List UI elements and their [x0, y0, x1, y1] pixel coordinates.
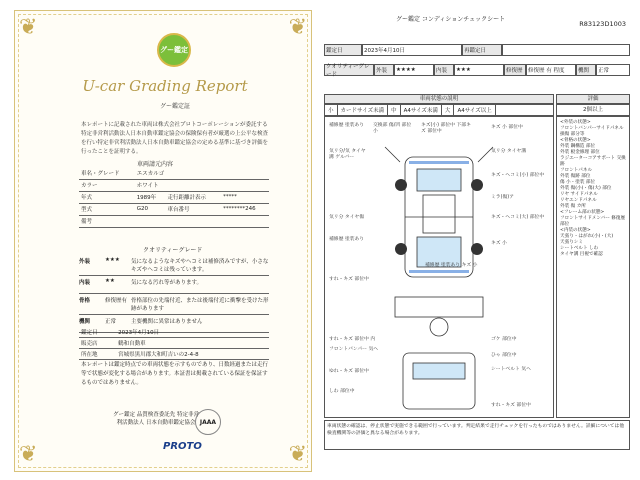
logo-text: グー鑑定: [160, 46, 188, 54]
repair-label: 修復歴: [506, 68, 523, 74]
intro-text: 本レポートに記載された車両は株式会社プロトコーポレーションが委託する特定非営利活動法人日本自動車鑑定協会の保険保有者が厳選の上公平な検査を行い特定非営利活動法人日本自動車鑑定協会の定める基準に基づき評価を行ったことを証明する。: [81, 122, 269, 155]
engine-value: 正常: [598, 68, 610, 74]
color-value: ホワイト: [135, 179, 269, 191]
grade-label: 内装: [79, 280, 91, 286]
cert-title: グー鑑定証: [159, 103, 190, 110]
store-value: 鶴和自動車: [116, 338, 269, 349]
legend-item: リヤ サイドパネル: [560, 192, 598, 197]
tag-3: キズ(小) 部位中 下部キズ 部位中: [421, 123, 471, 134]
tag-1: 補修歴 塗装あり: [329, 123, 365, 128]
legend-item: フロントパネル: [560, 168, 593, 173]
legend-item: リヤエンドパネル: [560, 198, 597, 203]
reinspect-label: 再鑑定日: [464, 48, 487, 54]
legend-item: フロントバンパーサイドパネル 損傷 部分等: [560, 126, 624, 137]
size-medium: 中: [388, 105, 401, 115]
grade-desc: 骨格部位の先端付近、または後端付近に衝撃を受けた形跡があります: [131, 298, 269, 312]
info-table: [79, 327, 269, 360]
date-label: 鑑定日: [79, 327, 116, 338]
grading-certificate: [14, 10, 312, 472]
legend-item: <骨格の状態>: [560, 138, 591, 143]
size-large: 大: [442, 105, 455, 115]
maker-value: エスカルゴ: [135, 167, 269, 179]
grade-desc: 主要機関に異常はありません: [131, 319, 203, 325]
size-large-desc: A4サイズ以上: [454, 105, 495, 115]
legend-item: 外装 鋼構造 部位: [560, 144, 596, 149]
grade-row: [79, 294, 269, 315]
disclaimer-note: 本レポートは鑑定時点での車両状態を示すものであり、日数経過または走行等で状態が変化する場合があります。本証書は掲載されている保証を保証するものではありません。: [81, 362, 269, 386]
legend-item: 傷 小・塗装 部位: [560, 180, 596, 185]
interior-label: 内装: [436, 68, 448, 74]
proto-logo: PROTO: [163, 441, 202, 452]
tag-2: 交換部 傷/凹 部位小: [373, 123, 412, 134]
tag-10: キズ・ヘコミ(大) 部位中: [491, 215, 545, 220]
grade-row: [79, 255, 269, 276]
footer-disclaimer: 車両状態の確認は、停止状態で実施できる範囲で行っています。判定結果で走行チェックを行ったものではありません。詳細については他検査機関等の評価と異なる場合があります。: [324, 420, 630, 450]
model-label: 型式: [79, 203, 135, 215]
repair-value: 修復歴 有 程度: [528, 68, 565, 74]
legend-item: 外装 傷 カ所: [560, 204, 586, 209]
ornament-icon: ❦: [19, 15, 38, 40]
grade-stars: ★★: [105, 278, 115, 284]
mileage-label: 走行距離計表示: [165, 191, 221, 203]
size-small-desc: カードサイズ未満: [338, 105, 389, 115]
legend-item: ラジエーターコアサポート 交換跡: [560, 156, 626, 167]
legend-item: 外装 傷跡 部位: [560, 174, 591, 179]
vehicle-table: [79, 167, 269, 228]
legend-item: 天張り・はがれ(小)・(大): [560, 234, 614, 239]
grade-desc: 気になる汚れ等があります。: [131, 280, 203, 286]
engine-label: 機関: [578, 68, 590, 74]
grade-sub-label: 評価: [556, 94, 630, 104]
tag-11: 補修歴 塗装あり: [329, 237, 365, 242]
legend-item: <内装の状態>: [560, 228, 591, 233]
legend-item: <フレーム部の状態>: [560, 210, 605, 215]
size-medium-desc: A4サイズ未満: [401, 105, 442, 115]
size-small: 小: [325, 105, 338, 115]
maker-label: 車名・グレード: [79, 167, 135, 179]
tag-16: フロントバンパー 気ヘ: [329, 347, 379, 352]
quality-grade-label: クオリティーグレード: [326, 64, 370, 78]
address-value: 宮城県黒川郡大和町吉いの2-4-8: [116, 349, 269, 360]
tag-13: 補修歴 塗装あり キズ 小: [425, 263, 478, 268]
tag-14: すれ・キズ 部位中: [329, 277, 369, 282]
tag-12: キズ 小: [491, 241, 507, 246]
state-section-title: 車両状態の説明: [324, 94, 554, 104]
grade-desc: 気になるようなキズやヘコミは補修済みですが、小さなキズやヘコミは残っています。: [131, 259, 269, 273]
ornament-icon: ❦: [19, 442, 38, 467]
date-label: 鑑定日: [326, 48, 343, 54]
ornament-icon: ❦: [288, 442, 307, 467]
tag-20: シートベルト 気ヘ: [491, 367, 531, 372]
tag-5: 気リ分 タイヤ溝: [491, 149, 527, 154]
legend-item: フロントサイドメンバー 修復歴 部位: [560, 216, 626, 227]
tag-9: 気リ分 タイヤ傷: [329, 215, 365, 220]
remarks-label: 備考: [79, 215, 135, 227]
ornament-icon: ❦: [288, 15, 307, 40]
condition-check-sheet: [324, 10, 630, 472]
tag-6: キズ 小 部位中: [491, 125, 523, 130]
tag-21: しわ 部位中: [329, 389, 355, 394]
legend-item: 外装 板金修理 部位: [560, 150, 600, 155]
tag-7: キズ・ヘコミ(小) 部位中: [491, 173, 545, 178]
tag-15: すれ・キズ 部位中 内: [329, 337, 376, 342]
color-label: カラー: [79, 179, 135, 191]
year-label: 年式: [79, 191, 135, 203]
grade-sub-value: 2個以上: [556, 104, 630, 116]
exterior-label: 外装: [376, 68, 388, 74]
grade-label: 外装: [79, 259, 91, 265]
jaaa-seal: JAAA: [195, 409, 221, 435]
address-label: 所在地: [79, 349, 116, 360]
tag-22: すれ・キズ 部位中: [491, 403, 531, 408]
tag-4: 気リ分/気 タイヤ溝 ゲルバー: [329, 149, 366, 160]
vehicle-section-title: 車両請元内容: [137, 161, 174, 168]
sheet-title: グー鑑定 コンディションチェックシート: [396, 16, 506, 23]
exterior-value: ★★★★: [396, 67, 416, 73]
legend-item: 外装 傷(小)・傷(大) 部位: [560, 186, 612, 191]
legend-item: <外装の状態>: [560, 120, 591, 125]
legend-item: タイヤ溝 目視で確認: [560, 252, 603, 257]
issuer-text: グー鑑定 品質検査委託先 特定非営利活動法人 日本自動車鑑定協会: [113, 412, 199, 426]
mileage-value: *****: [221, 191, 269, 203]
grade-stars: 正常: [105, 319, 117, 325]
model-value: G20: [135, 203, 166, 215]
legend-panel: [556, 116, 630, 418]
ucar-title: U-car Grading Report: [82, 77, 248, 95]
legend-item: シートベルト しわ: [560, 246, 599, 251]
grade-label: 機関: [79, 319, 91, 325]
store-label: 販売店: [79, 338, 116, 349]
quality-section-title: クオリティーグレード: [143, 247, 203, 254]
grade-stars: ★★★: [105, 257, 120, 263]
grade-row: [79, 276, 269, 294]
grade-stars: 修復歴有: [105, 298, 128, 304]
document-number: R83123D1003: [579, 20, 626, 28]
goo-kantei-logo: [157, 33, 191, 67]
size-legend: [324, 104, 554, 116]
grade-label: 骨格: [79, 298, 91, 304]
tag-19: ひゃ 部位中: [491, 353, 517, 358]
interior-value: ★★★: [456, 67, 471, 73]
chassis-value: ********246: [221, 203, 269, 215]
date-value: 2023年4月10日: [116, 327, 269, 338]
legend-item: 天張りシミ: [560, 240, 583, 245]
tag-18: ゴケ 部位中: [491, 337, 517, 342]
year-value: 1989年: [135, 191, 166, 203]
car-diagram: [324, 116, 554, 418]
chassis-label: 車台番号: [165, 203, 221, 215]
tag-8: ミラ(傷)ア: [491, 195, 514, 200]
grade-list: [79, 255, 269, 333]
date-value: 2023年4月10日: [364, 48, 405, 54]
tag-17: ゆれ・キズ 部位中: [329, 369, 369, 374]
